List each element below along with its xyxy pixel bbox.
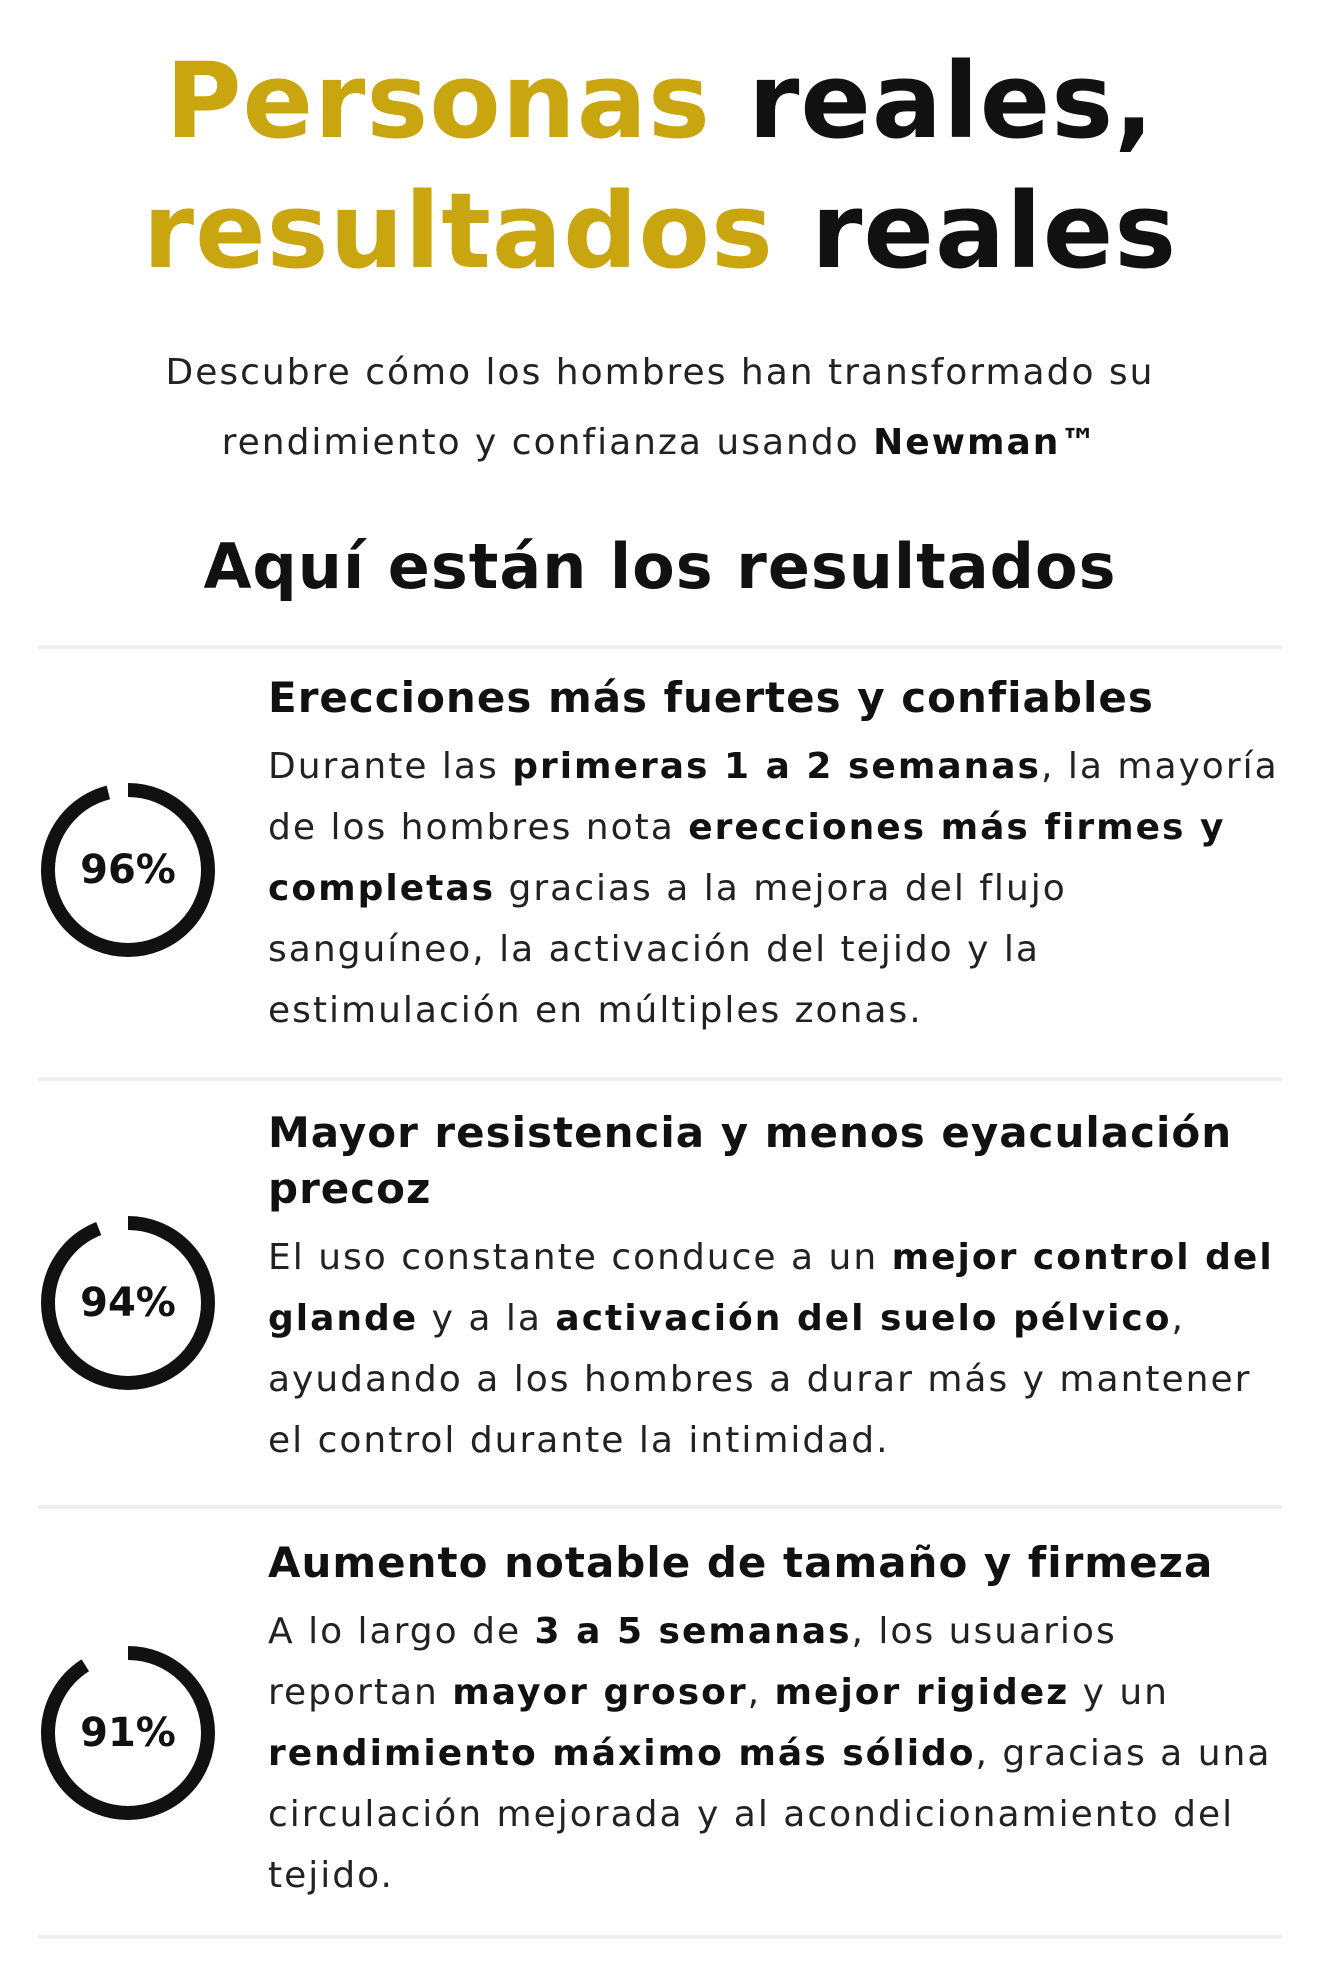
divider bbox=[38, 1077, 1282, 1081]
card-title: Mayor resistencia y menos eyaculación precoz bbox=[268, 1108, 1233, 1213]
body-text: El uso constante conduce a un bbox=[268, 1237, 892, 1278]
hero-rest-2: reales bbox=[773, 170, 1178, 292]
percent-label: 96% bbox=[80, 847, 176, 893]
hero-heading bbox=[0, 36, 1320, 296]
card-title: Aumento notable de tamaño y firmeza bbox=[268, 1538, 1214, 1587]
body-text: , gracias a una circulación mejorada y al acondicionamiento del tejido. bbox=[268, 1733, 1272, 1896]
hero-subtitle bbox=[60, 338, 1260, 478]
body-emphasis: mejor rigidez bbox=[774, 1672, 1070, 1713]
hero-accent-word-1: Personas bbox=[165, 40, 711, 162]
divider bbox=[38, 645, 1282, 649]
divider bbox=[38, 1505, 1282, 1509]
percent-ring bbox=[38, 1213, 218, 1393]
body-text: , la mayoría de los hombres nota bbox=[268, 746, 1279, 848]
hero-rest-1: reales, bbox=[710, 40, 1155, 162]
card-body bbox=[268, 736, 1288, 1041]
body-emphasis: activación del suelo pélvico bbox=[555, 1298, 1172, 1339]
body-emphasis: mayor grosor bbox=[452, 1672, 748, 1713]
body-emphasis: rendimiento máximo más sólido bbox=[268, 1733, 976, 1774]
percent-ring bbox=[38, 1643, 218, 1823]
body-emphasis: primeras 1 a 2 semanas bbox=[512, 746, 1041, 787]
card-body bbox=[268, 1227, 1288, 1471]
card-content bbox=[268, 1105, 1288, 1471]
body-text: , bbox=[747, 1672, 775, 1713]
percent-label: 94% bbox=[80, 1280, 176, 1326]
results-title: Aquí están los resultados bbox=[203, 530, 1117, 603]
card-body bbox=[268, 1601, 1288, 1906]
divider bbox=[38, 1935, 1282, 1939]
subtitle-text: Descubre cómo los hombres han transformado su rendimiento y confianza usando bbox=[165, 352, 1155, 463]
body-text: y a la bbox=[418, 1298, 556, 1339]
body-text: , ayudando a los hombres a durar más y mantener el control durante la intimidad. bbox=[268, 1298, 1252, 1461]
body-emphasis: erecciones más firmes y completas bbox=[268, 807, 1226, 909]
body-emphasis: mejor control del glande bbox=[268, 1237, 1274, 1339]
body-text: A lo largo de bbox=[268, 1611, 535, 1652]
card-content bbox=[268, 1535, 1288, 1906]
percent-ring bbox=[38, 780, 218, 960]
body-text: , los usuarios reportan bbox=[268, 1611, 1117, 1713]
brand-name: Newman™ bbox=[873, 422, 1099, 463]
percent-label: 91% bbox=[80, 1710, 176, 1756]
body-text: y un bbox=[1069, 1672, 1169, 1713]
card-title: Erecciones más fuertes y confiables bbox=[268, 673, 1154, 722]
hero-line-1 bbox=[0, 36, 1320, 166]
body-emphasis: 3 a 5 semanas bbox=[534, 1611, 852, 1652]
hero-accent-word-2: resultados bbox=[142, 170, 774, 292]
body-text: gracias a la mejora del flujo sanguíneo, la activación del tejido y la estimulación en múltiples zonas. bbox=[268, 868, 1067, 1031]
card-content bbox=[268, 670, 1288, 1041]
body-text: Durante las bbox=[268, 746, 513, 787]
hero-line-2 bbox=[0, 166, 1320, 296]
